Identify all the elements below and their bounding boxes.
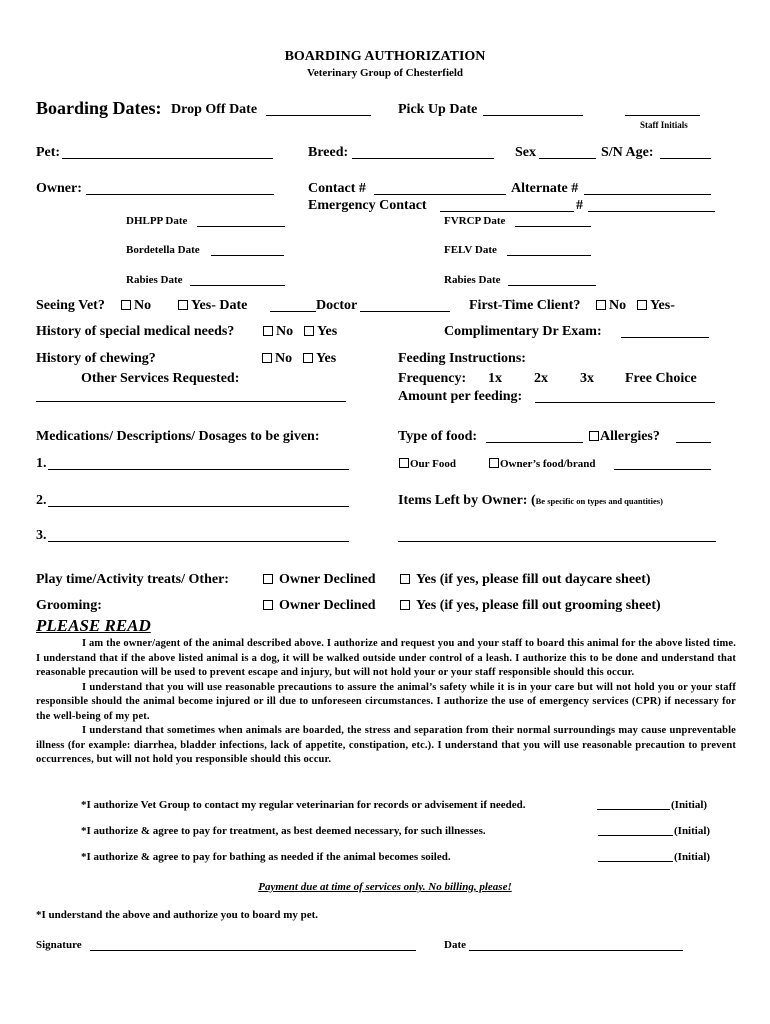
rabies-date-field-cat[interactable] — [508, 285, 596, 286]
grooming-label: Grooming: — [36, 598, 102, 613]
items-left-note: Be specific on types and quantities) — [535, 496, 663, 506]
staff-initials-field[interactable] — [625, 115, 700, 116]
bordetella-date-field[interactable] — [211, 255, 284, 256]
our-food-option[interactable]: Our Food — [399, 457, 456, 471]
alternate-field[interactable] — [584, 194, 711, 195]
checkbox-icon[interactable] — [263, 326, 273, 336]
signature-field[interactable] — [90, 950, 416, 951]
fvrcp-date-field[interactable] — [515, 226, 591, 227]
medical-needs-no[interactable]: No — [263, 323, 293, 340]
understand-statement: *I understand the above and authorize you to board my pet. — [36, 909, 319, 921]
frequency-2x[interactable]: 2x — [534, 371, 548, 386]
other-services-label: Other Services Requested: — [81, 371, 240, 386]
form-title: BOARDING AUTHORIZATION — [284, 49, 486, 64]
fvrcp-date-label: FVRCP Date — [444, 215, 506, 227]
checkbox-icon[interactable] — [589, 431, 599, 441]
doctor-label: Doctor — [316, 298, 358, 313]
items-left-field[interactable] — [398, 541, 716, 542]
breed-label: Breed: — [308, 145, 349, 160]
chewing-no[interactable]: No — [262, 350, 292, 367]
rabies-date-field-dog[interactable] — [190, 285, 285, 286]
medication-1-field[interactable] — [48, 469, 349, 470]
authorize-treatment-initial-label: (Initial) — [674, 825, 711, 837]
pickup-date-label: Pick Up Date — [398, 102, 478, 117]
other-services-field[interactable] — [36, 401, 346, 402]
medication-1-label: 1. — [36, 456, 47, 471]
pet-label: Pet: — [36, 145, 61, 160]
playtime-label: Play time/Activity treats/ Other: — [36, 572, 229, 587]
checkbox-icon[interactable] — [399, 458, 409, 468]
felv-date-label: FELV Date — [444, 244, 497, 256]
type-of-food-label: Type of food: — [398, 429, 478, 444]
please-read-heading: PLEASE READ — [36, 616, 151, 635]
dhlpp-date-label: DHLPP Date — [126, 215, 188, 227]
complimentary-exam-label: Complimentary Dr Exam: — [444, 324, 602, 339]
owner-field[interactable] — [86, 194, 274, 195]
chewing-label: History of chewing? — [36, 351, 156, 366]
frequency-free-choice[interactable]: Free Choice — [625, 371, 697, 386]
playtime-yes[interactable]: Yes (if yes, please fill out daycare sheet) — [400, 571, 651, 588]
signature-label: Signature — [36, 939, 82, 951]
sn-age-label: S/N Age: — [601, 145, 654, 160]
felv-date-field[interactable] — [507, 255, 591, 256]
frequency-1x[interactable]: 1x — [488, 371, 502, 386]
playtime-owner-declined[interactable]: Owner Declined — [263, 571, 376, 588]
first-time-yes[interactable]: Yes- — [637, 297, 675, 314]
feeding-instructions-label: Feeding Instructions: — [398, 351, 526, 366]
form-subtitle: Veterinary Group of Chesterfield — [306, 67, 464, 79]
payment-note: Payment due at time of services only. No billing, please! — [258, 881, 512, 893]
owner-label: Owner: — [36, 181, 82, 196]
seeing-vet-date-field[interactable] — [270, 311, 316, 312]
sn-age-field[interactable] — [660, 158, 711, 159]
authorize-contact-text: *I authorize Vet Group to contact my regular veterinarian for records or advisement if needed. — [81, 799, 526, 811]
breed-field[interactable] — [352, 158, 494, 159]
sex-label: Sex — [515, 145, 536, 160]
terms-paragraph-2: I understand that you will use reasonable precautions to assure the animal’s safety while it is in your care but will not hold you or your staff responsible should the animal become injured or ill due to unforeseen circumstances. I authorize the use of emergency services (CPR) if necessary for the well-being of my pet. — [36, 681, 736, 722]
checkbox-icon[interactable] — [262, 353, 272, 363]
authorize-contact-initial-field[interactable] — [597, 809, 670, 810]
items-left-label: Items Left by Owner: (Be specific on types and quantities) — [398, 493, 663, 508]
authorize-bathing-initial-label: (Initial) — [674, 851, 711, 863]
medication-3-field[interactable] — [48, 541, 349, 542]
emergency-contact-field[interactable] — [440, 211, 574, 212]
complimentary-exam-field[interactable] — [621, 337, 709, 338]
owners-food-brand-field[interactable] — [614, 469, 711, 470]
seeing-vet-yes[interactable]: Yes- Date — [178, 297, 247, 314]
type-of-food-field[interactable] — [486, 442, 583, 443]
rabies-date-label-dog: Rabies Date — [126, 274, 183, 286]
contact-label: Contact # — [308, 181, 366, 196]
contact-field[interactable] — [374, 194, 506, 195]
checkbox-icon[interactable] — [263, 600, 273, 610]
pickup-date-field[interactable] — [483, 115, 583, 116]
emergency-number-field[interactable] — [588, 211, 715, 212]
allergies-option[interactable]: Allergies? — [589, 428, 660, 445]
alternate-label: Alternate # — [511, 181, 579, 196]
authorize-contact-initial-label: (Initial) — [671, 799, 708, 811]
owners-food-option[interactable]: Owner’s food/brand — [489, 457, 595, 471]
dropoff-date-field[interactable] — [266, 115, 371, 116]
boarding-dates-label: Boarding Dates: — [36, 98, 162, 118]
chewing-yes[interactable]: Yes — [303, 350, 336, 367]
sex-field[interactable] — [539, 158, 596, 159]
authorize-bathing-initial-field[interactable] — [598, 861, 673, 862]
medical-needs-yes[interactable]: Yes — [304, 323, 337, 340]
doctor-field[interactable] — [360, 311, 450, 312]
checkbox-icon[interactable] — [596, 300, 606, 310]
terms-paragraph-1: I am the owner/agent of the animal described above. I authorize and request you and your staff to board this animal for the above listed time. I understand that if the above listed animal is a dog, it will be walked outside under control of a leash. I authorize this to be done and understand that reasonable precaution will be used to prevent escape and injury, but will not hold your or your staff responsible should this occur. — [36, 638, 736, 678]
checkbox-icon[interactable] — [263, 574, 273, 584]
checkbox-icon[interactable] — [304, 326, 314, 336]
checkbox-icon[interactable] — [489, 458, 499, 468]
checkbox-icon[interactable] — [400, 574, 410, 584]
terms-paragraph-3: I understand that sometimes when animals are boarded, the stress and separation from their normal surroundings may cause unpreventable illness (for example: diarrhea, bladder infections, lack of appetite, constipation, etc.). I understand that you will use reasonable precaution to prevent occurrences, but will not hold you responsible should this occur. — [36, 725, 736, 765]
date-field[interactable] — [469, 950, 683, 951]
grooming-yes[interactable]: Yes (if yes, please fill out grooming sheet) — [400, 597, 661, 614]
emergency-hash-label: # — [576, 198, 583, 213]
frequency-label: Frequency: — [398, 371, 467, 386]
authorize-treatment-text: *I authorize & agree to pay for treatment, as best deemed necessary, for such illnesses. — [81, 825, 486, 837]
medication-3-label: 3. — [36, 528, 47, 543]
staff-initials-label: Staff Initials — [640, 120, 688, 130]
medication-2-label: 2. — [36, 493, 47, 508]
dropoff-date-label: Drop Off Date — [171, 102, 258, 117]
checkbox-icon[interactable] — [637, 300, 647, 310]
rabies-date-label-cat: Rabies Date — [444, 274, 501, 286]
terms-section — [36, 637, 736, 768]
amount-per-feeding-label: Amount per feeding: — [398, 389, 523, 404]
first-time-client-label: First-Time Client? — [469, 298, 581, 313]
frequency-3x[interactable]: 3x — [580, 371, 594, 386]
grooming-owner-declined[interactable]: Owner Declined — [263, 597, 376, 614]
checkbox-icon[interactable] — [303, 353, 313, 363]
checkbox-icon[interactable] — [178, 300, 188, 310]
first-time-no[interactable]: No — [596, 297, 626, 314]
seeing-vet-no[interactable]: No — [121, 297, 151, 314]
emergency-contact-label: Emergency Contact — [308, 198, 427, 213]
seeing-vet-label: Seeing Vet? — [36, 298, 105, 313]
dhlpp-date-field[interactable] — [197, 226, 285, 227]
medication-2-field[interactable] — [48, 506, 349, 507]
authorize-bathing-text: *I authorize & agree to pay for bathing as needed if the animal becomes soiled. — [81, 851, 451, 863]
medications-label: Medications/ Descriptions/ Dosages to be given: — [36, 429, 320, 444]
date-label: Date — [444, 939, 466, 951]
medical-needs-label: History of special medical needs? — [36, 324, 235, 339]
authorize-treatment-initial-field[interactable] — [598, 835, 673, 836]
pet-field[interactable] — [62, 158, 273, 159]
checkbox-icon[interactable] — [121, 300, 131, 310]
amount-per-feeding-field[interactable] — [535, 402, 715, 403]
checkbox-icon[interactable] — [400, 600, 410, 610]
allergies-field[interactable] — [676, 442, 711, 443]
bordetella-date-label: Bordetella Date — [126, 244, 200, 256]
